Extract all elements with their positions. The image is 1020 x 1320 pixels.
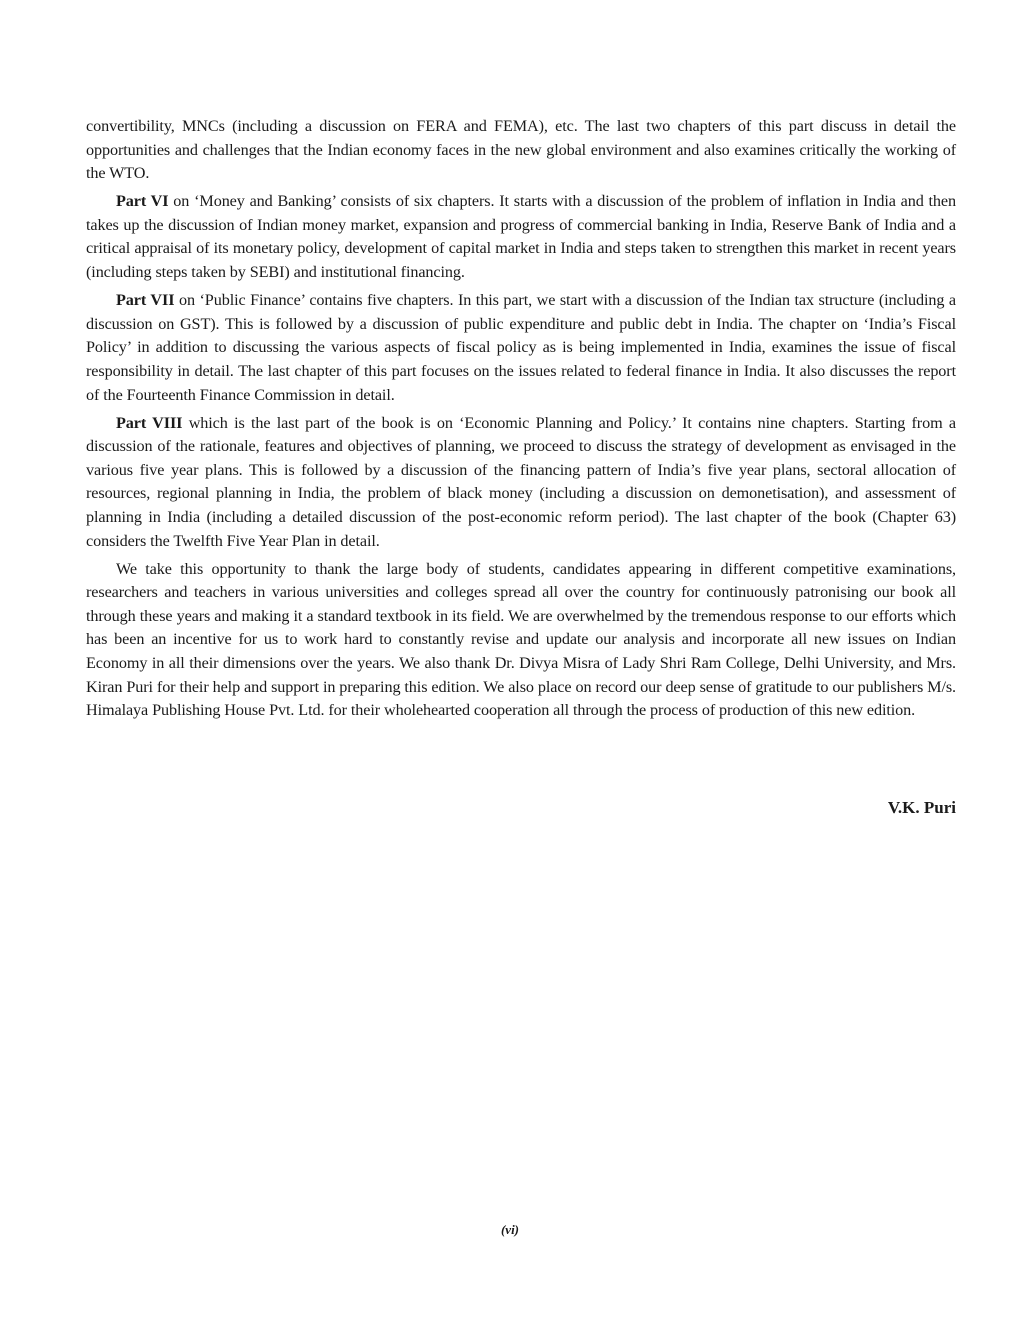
paragraph-continuation	[86, 115, 956, 186]
paragraph-text: on ‘Money and Banking’ consists of six chapters. It starts with a discussion of the problem of inflation in India and then takes up the discussion of Indian money market, expansion and progress of commercial banking in India, Reserve Bank of India and a critical appraisal of its monetary policy, development of capital market in India and steps taken to strengthen this market in recent years (including steps taken by SEBI) and institutional financing.	[86, 192, 956, 282]
preface-body	[86, 115, 956, 727]
part-heading: Part VI	[116, 192, 169, 211]
paragraph-text: on ‘Public Finance’ contains five chapters. In this part, we start with a discussion of the Indian tax structure (including a discussion on GST). This is followed by a discussion of public expenditure and public debt in India. The chapter on ‘India’s Fiscal Policy’ in addition to discussing the various aspects of fiscal policy as is being implemented in India, examines the issue of fiscal responsibility in detail. The last chapter of this part focuses on the issues related to federal finance in India. It also discusses the report of the Fourteenth Finance Commission in detail.	[86, 291, 957, 404]
author-signature: V.K. Puri	[887, 798, 956, 817]
paragraph-acknowledgements	[86, 558, 956, 723]
part-heading: Part VII	[116, 291, 175, 310]
paragraph-text: convertibility, MNCs (including a discussion on FERA and FEMA), etc. The last two chapters of this part discuss in detail the opportunities and challenges that the Indian economy faces in the new global environment and also examines critically the working of the WTO.	[86, 117, 956, 183]
paragraph-text: We take this opportunity to thank the large body of students, candidates appearing in different competitive examinations, researchers and teachers in various universities and colleges spread all over the country for continuously patronising our book all through these years and making it a standard textbook in its field. We are overwhelmed by the tremendous response to our efforts which has been an incentive for us to work hard to constantly revise and update our analysis and incorporate all new issues on Indian Economy in all their dimensions over the years. We also thank Dr. Divya Misra of Lady Shri Ram College, Delhi University, and Mrs. Kiran Puri for their help and support in preparing this edition. We also place on record our deep sense of gratitude to our publishers M/s. Himalaya Publishing House Pvt. Ltd. for their wholehearted cooperation all through the process of production of this new edition.	[86, 559, 956, 720]
paragraph-part-viii	[86, 412, 956, 554]
paragraph-text: which is the last part of the book is on ‘Economic Planning and Policy.’ It contains nine chapters. Starting from a discussion of the rationale, features and objectives of planning, we proceed to discuss the strategy of development as envisaged in the various five year plans. This is followed by a discussion of the financing pattern of India’s five year plans, sectoral allocation of resources, regional planning in India, the problem of black money (including a discussion on demonetisation), and assessment of planning in India (including a detailed discussion of the post-economic reform period). The last chapter of the book (Chapter 63) considers the Twelfth Five Year Plan in detail.	[86, 413, 956, 550]
part-heading: Part VIII	[116, 413, 183, 432]
paragraph-part-vii	[86, 289, 956, 407]
paragraph-part-vi	[86, 190, 956, 284]
page-number: (vi)	[500, 1222, 520, 1237]
